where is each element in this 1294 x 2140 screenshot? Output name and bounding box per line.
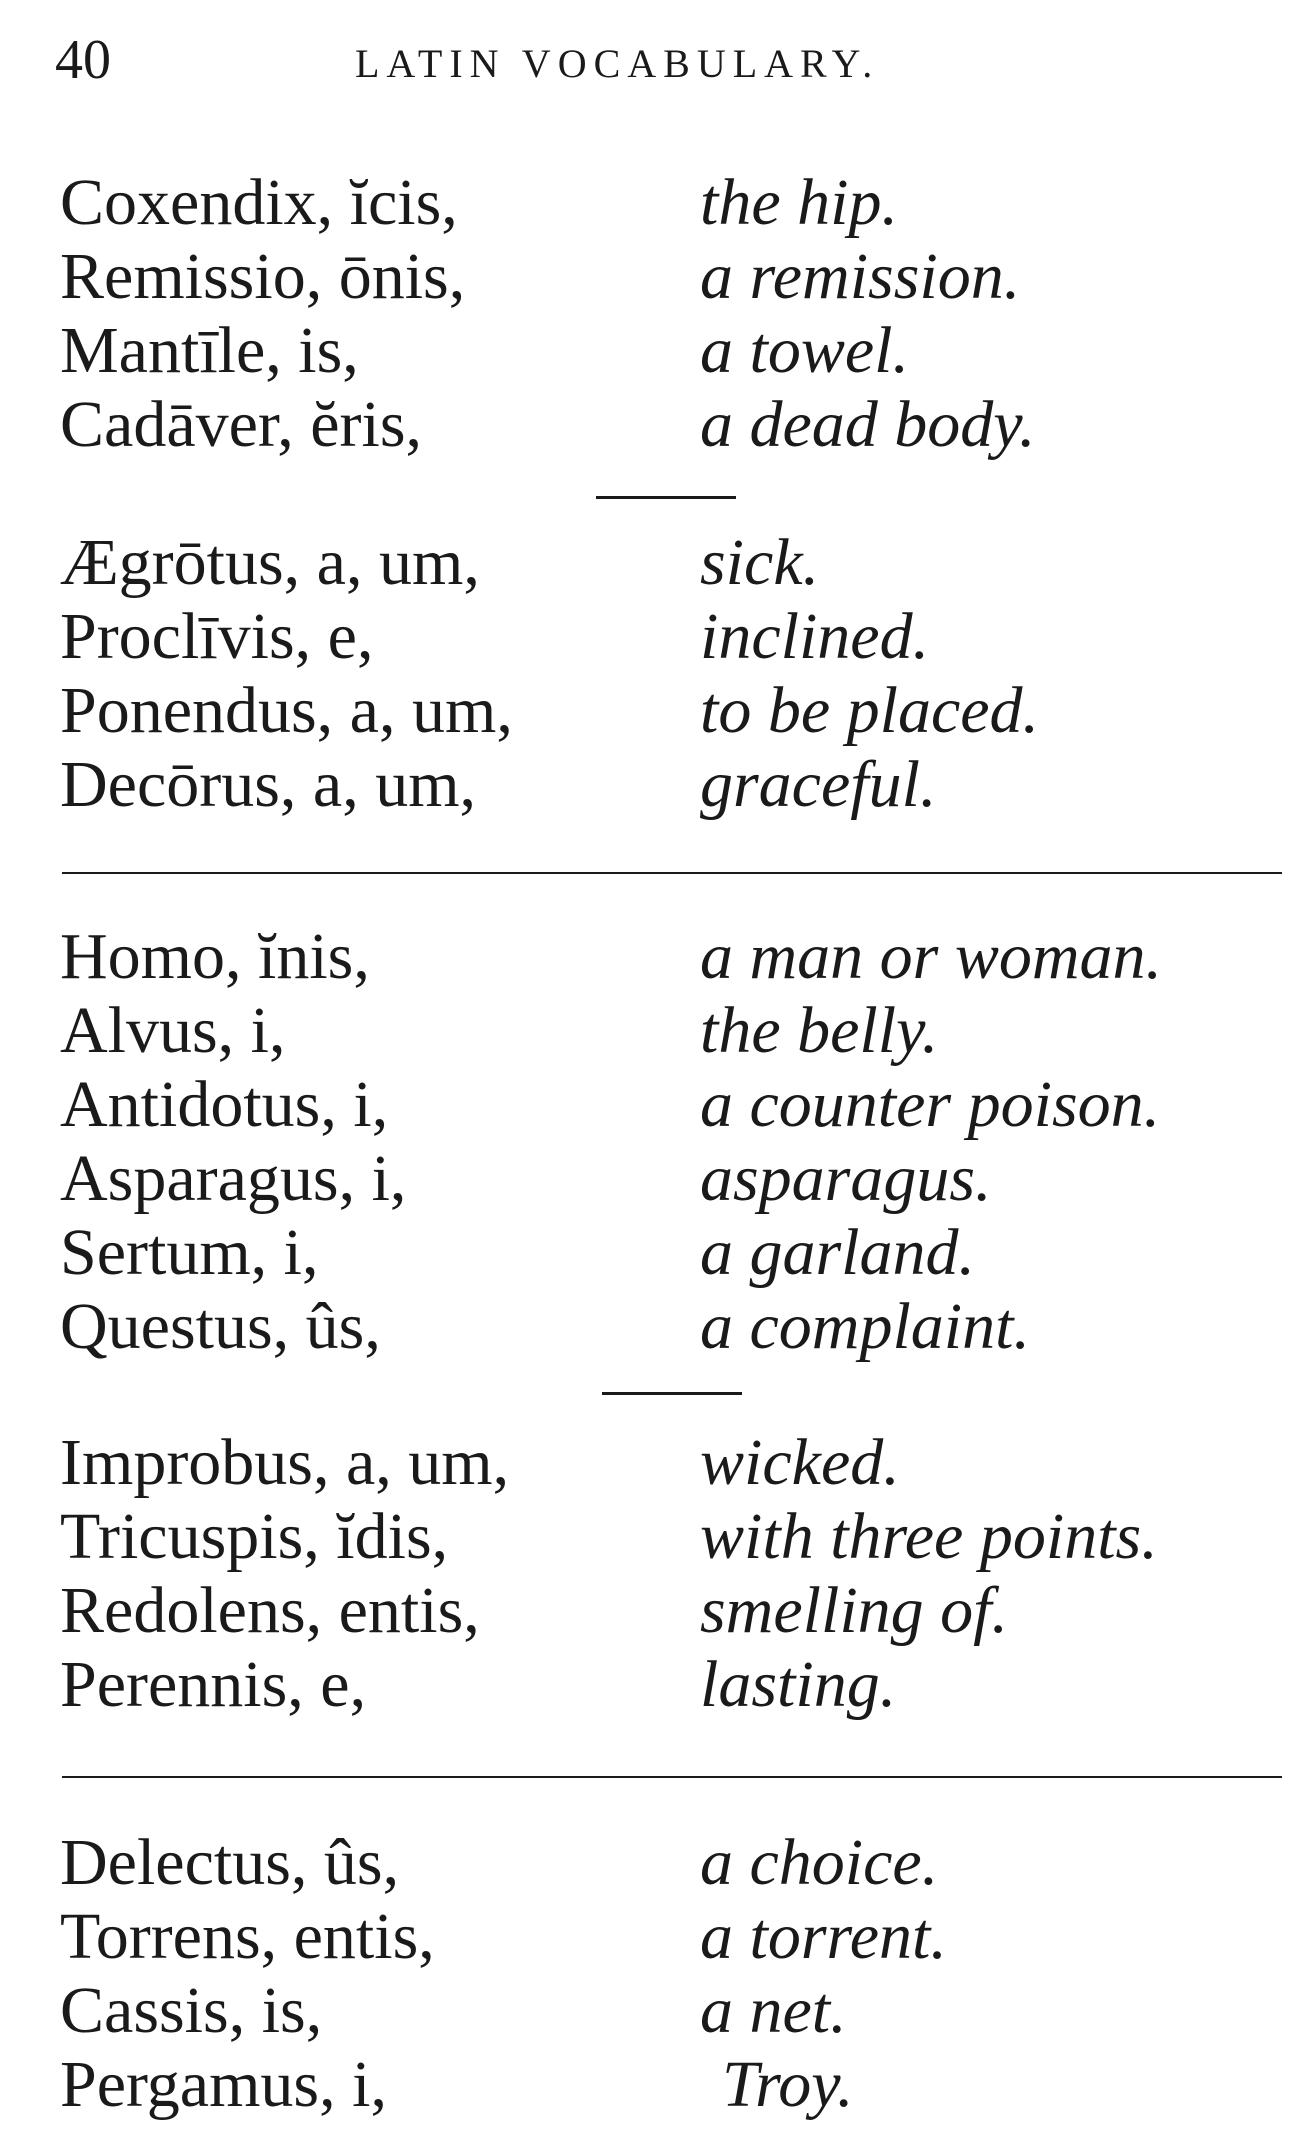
latin-word: Cassis, is, xyxy=(60,1974,323,2047)
english-meaning: a counter poison. xyxy=(700,1068,1161,1141)
latin-word: Antidotus, i, xyxy=(60,1068,389,1141)
vocab-entry xyxy=(0,1974,1294,2048)
vocab-entry xyxy=(0,240,1294,314)
section-divider-short xyxy=(596,496,736,499)
english-meaning: the hip. xyxy=(700,166,898,239)
vocab-entry xyxy=(0,314,1294,388)
latin-word: Improbus, a, um, xyxy=(60,1426,510,1499)
latin-word: Proclīvis, e, xyxy=(60,600,374,673)
latin-word: Ægrōtus, a, um, xyxy=(60,526,480,599)
vocab-entry xyxy=(0,920,1294,994)
vocab-entry xyxy=(0,1068,1294,1142)
english-meaning: sick. xyxy=(700,526,820,599)
vocab-entry xyxy=(0,600,1294,674)
latin-word: Torrens, entis, xyxy=(60,1900,435,1973)
vocab-entry xyxy=(0,526,1294,600)
section-divider-long xyxy=(62,1776,1282,1778)
vocab-entry xyxy=(0,1290,1294,1364)
latin-word: Asparagus, i, xyxy=(60,1142,407,1215)
latin-word: Perennis, e, xyxy=(60,1648,367,1721)
latin-word: Questus, ûs, xyxy=(60,1290,381,1363)
english-meaning: a dead body. xyxy=(700,388,1036,461)
english-meaning: asparagus. xyxy=(700,1142,992,1215)
section-divider-short xyxy=(602,1392,742,1395)
vocab-entry xyxy=(0,994,1294,1068)
latin-word: Delectus, ûs, xyxy=(60,1826,400,1899)
english-meaning: a towel. xyxy=(700,314,909,387)
running-head: LATIN VOCABULARY. xyxy=(355,41,880,86)
english-meaning: a complaint. xyxy=(700,1290,1030,1363)
latin-word: Tricuspis, ĭdis, xyxy=(60,1500,449,1573)
vocab-entry xyxy=(0,674,1294,748)
vocab-entry xyxy=(0,388,1294,462)
latin-word: Cadāver, ĕris, xyxy=(60,388,423,461)
english-meaning: a torrent. xyxy=(700,1900,947,1973)
vocab-entry xyxy=(0,1142,1294,1216)
english-meaning: a man or woman. xyxy=(700,920,1163,993)
latin-word: Redolens, entis, xyxy=(60,1574,480,1647)
vocab-entry xyxy=(0,1648,1294,1722)
latin-word: Coxendix, ĭcis, xyxy=(60,166,458,239)
english-meaning: the belly. xyxy=(700,994,939,1067)
latin-word: Decōrus, a, um, xyxy=(60,748,477,821)
vocab-entry xyxy=(0,1574,1294,1648)
page-number: 40 xyxy=(55,29,111,91)
english-meaning: lasting. xyxy=(700,1648,897,1721)
english-meaning: Troy. xyxy=(722,2048,854,2121)
latin-word: Homo, ĭnis, xyxy=(60,920,370,993)
vocab-entry xyxy=(0,1216,1294,1290)
english-meaning: a remission. xyxy=(700,240,1021,313)
latin-word: Mantīle, is, xyxy=(60,314,359,387)
latin-word: Pergamus, i, xyxy=(60,2048,387,2121)
english-meaning: wicked. xyxy=(700,1426,900,1499)
latin-word: Ponendus, a, um, xyxy=(60,674,513,747)
section-divider-long xyxy=(62,872,1282,874)
english-meaning: graceful. xyxy=(700,748,937,821)
english-meaning: to be placed. xyxy=(700,674,1040,747)
vocab-entry xyxy=(0,1826,1294,1900)
latin-word: Sertum, i, xyxy=(60,1216,319,1289)
english-meaning: smelling of. xyxy=(700,1574,1008,1647)
english-meaning: with three points. xyxy=(700,1500,1158,1573)
latin-word: Remissio, ōnis, xyxy=(60,240,466,313)
vocab-entry xyxy=(0,1426,1294,1500)
english-meaning: a garland. xyxy=(700,1216,976,1289)
vocab-entry xyxy=(0,1500,1294,1574)
english-meaning: inclined. xyxy=(700,600,930,673)
vocab-entry xyxy=(0,1900,1294,1974)
vocab-entry xyxy=(0,2048,1294,2122)
latin-word: Alvus, i, xyxy=(60,994,286,1067)
english-meaning: a net. xyxy=(700,1974,847,2047)
english-meaning: a choice. xyxy=(700,1826,939,1899)
vocab-entry xyxy=(0,748,1294,822)
vocab-entry xyxy=(0,166,1294,240)
